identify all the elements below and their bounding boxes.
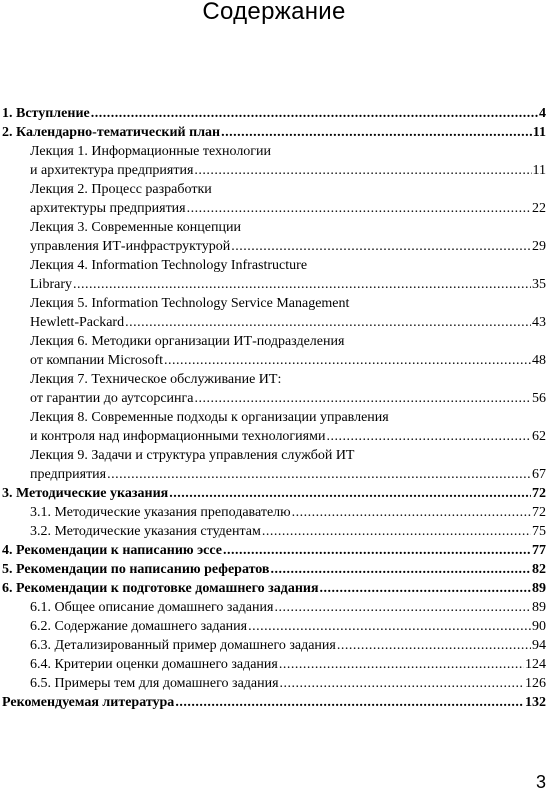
toc-leader-dots [326,427,531,446]
toc-page-number: 132 [525,695,546,710]
toc-leader-dots [231,237,531,256]
toc-entry-line: Лекция 1. Информационные технологии [30,144,272,159]
toc-page-number: 67 [532,467,546,482]
toc-entry-title: 5. Рекомендации по написанию рефератов [2,562,270,577]
toc-entry [0,541,548,560]
toc-entry-title: 4. Рекомендации к написанию эссе [2,543,222,558]
toc-leader-dots [107,465,531,484]
toc-entry-title: архитектуры предприятия [30,201,186,216]
toc-page-number: 126 [525,676,546,691]
toc-page-number: 77 [532,543,546,558]
toc-entry-title: 6.1. Общее описание домашнего задания [30,600,274,615]
toc-entry [0,598,548,617]
toc-entry [0,351,548,370]
toc-entry-title: 2. Календарно-тематический план [2,125,221,140]
page-number: 3 [535,772,546,792]
toc-entry-title: 3. Методические указания [2,486,169,501]
toc-page-number: 89 [532,600,546,615]
toc-leader-dots [292,503,531,522]
toc-leader-dots [248,617,531,636]
toc-entry [0,389,548,408]
toc-entry [0,199,548,218]
toc-entry-line: Лекция 3. Современные концепции [30,220,241,235]
toc-entry-title: 6. Рекомендации к подготовке домашнего задания [2,581,319,596]
toc-page-number: 90 [532,619,546,634]
toc-page-number: 11 [532,125,546,140]
toc-page-number: 56 [532,391,546,406]
toc-entry-title: 6.2. Содержание домашнего задания [30,619,248,634]
toc-entry [0,693,548,712]
table-of-contents [0,104,548,712]
toc-page-number: 22 [532,201,546,216]
toc-leader-dots [125,313,531,332]
toc-leader-dots [164,351,531,370]
toc-entry [0,104,548,123]
toc-entry-title: от гарантии до аутсорсинга [30,391,194,406]
toc-entry-title: от компании Microsoft [30,353,164,368]
toc-entry-title: Hewlett-Packard [30,315,125,330]
toc-entry [0,275,548,294]
toc-entry-title: 3.1. Методические указания преподавателю [30,505,291,520]
page-title: Содержание [202,0,346,25]
toc-page-number: 75 [532,524,546,539]
toc-entry-title: 1. Вступление [2,106,90,121]
toc-leader-dots [169,484,531,503]
toc-page-number: 43 [532,315,546,330]
toc-leader-dots [279,655,524,674]
toc-entry [0,427,548,446]
toc-leader-dots [91,104,538,123]
toc-entry [0,636,548,655]
toc-entry-line: Лекция 6. Методики организации ИТ-подразделения [30,334,345,349]
toc-entry [0,522,548,541]
toc-entry-title: 6.5. Примеры тем для домашнего задания [30,676,279,691]
toc-leader-dots [337,636,531,655]
toc-entry-title: управления ИТ-инфраструктурой [30,239,231,254]
toc-page-number: 11 [532,163,546,178]
toc-entry [0,579,548,598]
toc-entry-title: 3.2. Методические указания студентам [30,524,261,539]
toc-leader-dots [262,522,531,541]
toc-leader-dots [73,275,531,294]
toc-leader-dots [280,674,524,693]
toc-leader-dots [175,693,524,712]
toc-entry-line: Лекция 5. Information Technology Service Management [30,296,350,311]
toc-leader-dots [194,161,531,180]
toc-entry-title: и контроля над информационными технологиями [30,429,326,444]
toc-entry-line: Лекция 9. Задачи и структура управления службой ИТ [30,448,355,463]
toc-page-number: 72 [532,505,546,520]
toc-entry-line: Лекция 8. Современные подходы к организации управления [30,410,389,425]
toc-entry [0,560,548,579]
toc-entry-line: Лекция 7. Техническое обслуживание ИТ: [30,372,282,387]
toc-entry [0,655,548,674]
toc-page-number: 124 [525,657,546,672]
toc-entry [0,674,548,693]
toc-entry-line: Лекция 2. Процесс разработки [30,182,212,197]
toc-page-number: 35 [532,277,546,292]
toc-entry-title: Library [30,277,72,292]
toc-page-number: 89 [532,581,546,596]
toc-entry-line: Лекция 4. Information Technology Infrastructure [30,258,308,273]
toc-leader-dots [271,560,532,579]
toc-entry [0,237,548,256]
toc-entry-title: предприятия [30,467,107,482]
toc-page-number: 48 [532,353,546,368]
toc-entry-title: Рекомендуемая литература [2,695,175,710]
toc-page-number: 4 [539,106,546,121]
toc-entry-title: 6.4. Критерии оценки домашнего задания [30,657,278,672]
toc-entry [0,484,548,503]
toc-entry [0,123,548,142]
toc-leader-dots [223,541,531,560]
toc-page-number: 94 [532,638,546,653]
toc-entry [0,161,548,180]
toc-leader-dots [221,123,532,142]
toc-page-number: 72 [532,486,546,501]
toc-page-number: 29 [532,239,546,254]
toc-entry-title: и архитектура предприятия [30,163,194,178]
toc-entry [0,465,548,484]
toc-leader-dots [194,389,531,408]
toc-entry [0,313,548,332]
toc-page-number: 82 [532,562,546,577]
toc-page-number: 62 [532,429,546,444]
toc-entry [0,503,548,522]
toc-entry [0,617,548,636]
toc-leader-dots [187,199,531,218]
toc-leader-dots [274,598,531,617]
toc-leader-dots [320,579,531,598]
toc-entry-title: 6.3. Детализированный пример домашнего задания [30,638,336,653]
